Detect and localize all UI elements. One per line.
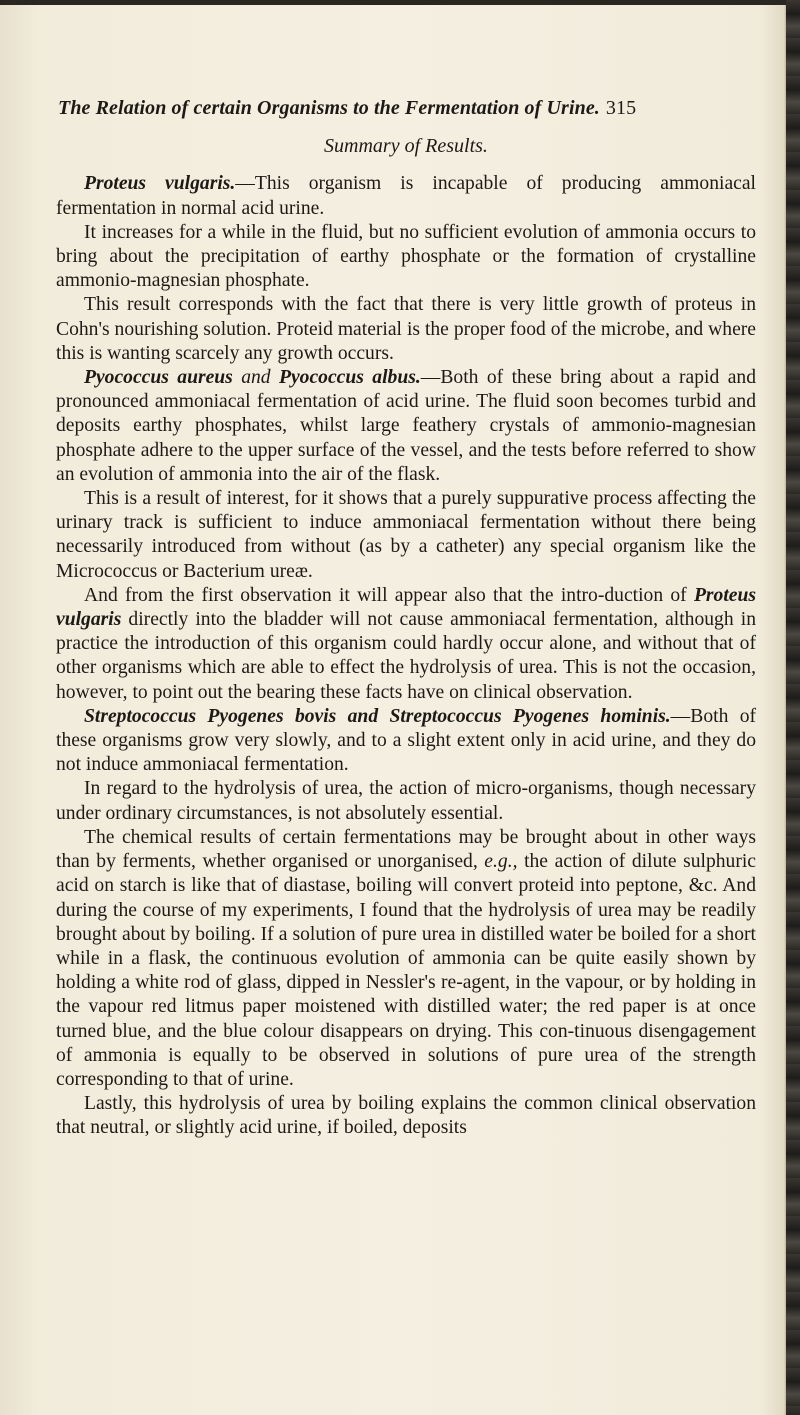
organism-name: Proteus vulgaris <box>56 584 756 631</box>
organism-name: Streptococcus Pyogenes <box>389 705 590 727</box>
organism-name: Pyococcus aureus <box>84 367 233 389</box>
organism-name: Pyococcus albus. <box>279 367 421 389</box>
paragraph: And from the first observation it will appear also that the intro-duction of Proteus vulgaris directly into the bladder will not cause ammoniacal fermentation, although in practice the introduction of this organism could hardly occur alone, and without that of other organisms which are able to effect the hydrolysis of urea. This is not the occasion, however, to point out the bearing these facts have on clinical observation. <box>56 584 756 703</box>
paragraph: This result corresponds with the fact that there is very little growth of proteus in Cohn's nourishing solution. Proteid material is the proper food of the microbe, and where this is wanting scarcely any growth occurs. <box>56 294 756 364</box>
book-spine-edge <box>786 0 800 1415</box>
paragraph: This is a result of interest, for it shows that a purely suppurative process affecting the urinary track is sufficient to induce ammoniacal fermentation without there being necessarily introduced from without (as by a catheter) any special organism like the Micrococcus or Bacterium ureæ. <box>56 488 756 582</box>
organism-name: Streptococcus Pyogenes <box>84 705 284 727</box>
paragraph: It increases for a while in the fluid, but no sufficient evolution of ammonia occurs to bring about the precipitation of earthy phosphate or the formation of crystalline ammonio-magnesian phosphate. <box>56 221 756 292</box>
paragraph-streptococcus: Streptococcus Pyogenes bovis and Streptococcus Pyogenes hominis.—Both of these organisms grow very slowly, and to a slight extent only in acid urine, and they do not induce ammoniacal fermentation. <box>56 705 757 776</box>
paragraph-proteus: Proteus vulgaris.—This organism is incapable of producing ammoniacal fermentation in normal acid urine. <box>56 173 756 219</box>
section-heading: Summary of Results. <box>324 135 488 158</box>
paragraph-pyococcus: Pyococcus aureus and Pyococcus albus.—Both of these bring about a rapid and pronounced ammoniacal fermentation of acid urine. The fluid soon becomes turbid and deposits earthy phosphates, whilst large feathery crystals of ammonio-magnesian phosphate adhere to the upper surface of the vessel, and the tests before referred to show an evolution of ammonia into the air of the flask. <box>56 367 756 485</box>
paragraph: The chemical results of certain fermentations may be brought about in other ways than by ferments, whether organised or unorganised, e.g., the action of dilute sulphuric acid on starch is like that of diastase, boiling will convert proteid into peptone, &c. And during the course of my experiments, I found that the hydrolysis of urea may be readily brought about by boiling. If a solution of pure urea in distilled water be boiled for a short while in a flask, the continuous evolution of ammonia can be quite easily shown by holding a white rod of glass, dipped in Nessler's re-agent, in the vapour, or by holding in the vapour red litmus paper moistened with distilled water; the red paper is at once turned blue, and the blue colour disappears on drying. This con-tinuous disengagement of ammonia is equally to be observed in solutions of pure urea of the strength corresponding to that of urine. <box>56 826 756 1090</box>
page-body <box>56 96 756 1141</box>
page-top-edge <box>0 0 800 5</box>
running-header <box>56 96 756 120</box>
running-header-title: The Relation of certain Organisms to the Fermentation of Urine. <box>58 97 600 119</box>
paragraph: In regard to the hydrolysis of urea, the action of micro-organisms, though necessary under ordinary circumstances, is not absolutely essential. <box>56 778 756 824</box>
organism-name: Proteus vulgaris. <box>84 173 236 195</box>
page-number: 315 <box>605 97 637 119</box>
paragraph: Lastly, this hydrolysis of urea by boiling explains the common clinical observation that neutral, or slightly acid urine, if boiled, deposits <box>56 1093 756 1139</box>
